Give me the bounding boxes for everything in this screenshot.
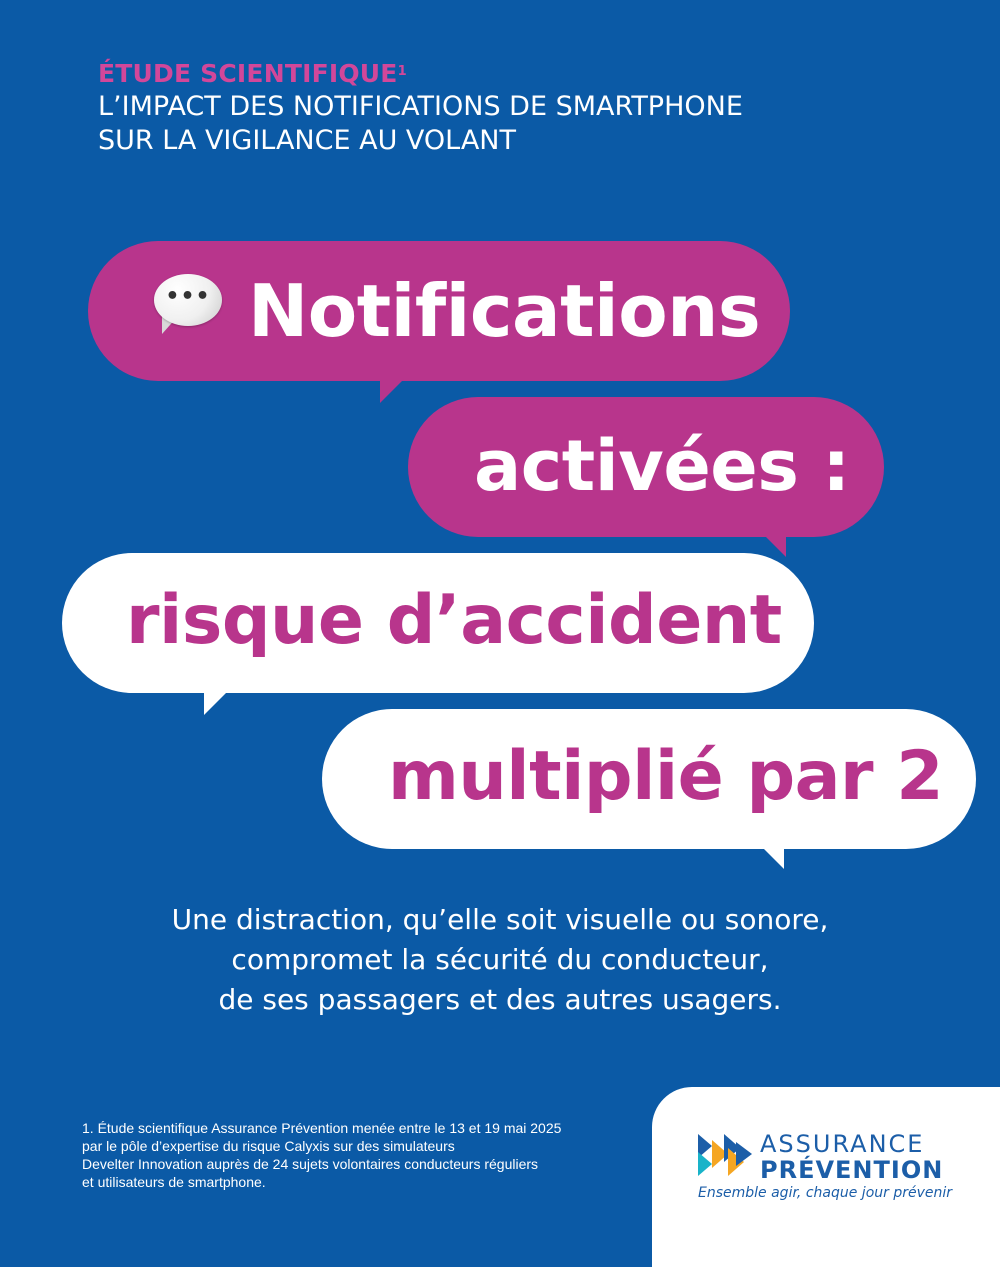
logo-name-line-1: ASSURANCE	[760, 1130, 925, 1158]
body-paragraph	[0, 900, 1000, 1020]
logo-tagline: Ensemble agir, chaque jour prévenir	[698, 1185, 953, 1201]
logo-mark-icon	[698, 1132, 752, 1176]
bubble-tail	[764, 535, 786, 557]
bubble-text: risque d’accident	[126, 581, 782, 660]
bubble-text: Notifications	[248, 269, 761, 353]
footnote-line: et utilisateurs de smartphone.	[82, 1174, 266, 1190]
bubble-risque	[62, 553, 814, 693]
assurance-prevention-logo	[652, 1087, 1000, 1267]
body-line: de ses passagers et des autres usagers.	[218, 983, 782, 1016]
bubble-activees	[408, 397, 884, 537]
bubble-multiplie	[322, 709, 976, 849]
bubble-tail	[762, 847, 784, 869]
body-line: compromet la sécurité du conducteur,	[231, 943, 769, 976]
header	[98, 58, 743, 158]
footnote-line: par le pôle d’expertise du risque Calyxis sur des simulateurs	[82, 1138, 455, 1154]
bubble-text: multiplié par 2	[388, 737, 944, 816]
bubble-text: activées :	[474, 425, 850, 507]
footnote-line: Develter Innovation auprès de 24 sujets volontaires conducteurs réguliers	[82, 1156, 539, 1172]
logo-name	[760, 1131, 943, 1183]
footnote-line: 1. Étude scientifique Assurance Prévention menée entre le 13 et 19 mai 2025	[82, 1120, 562, 1136]
study-title-line-1: L’IMPACT DES NOTIFICATIONS DE SMARTPHONE	[98, 91, 743, 122]
study-title-line-2: SUR LA VIGILANCE AU VOLANT	[98, 125, 516, 156]
body-line: Une distraction, qu’elle soit visuelle ou sonore,	[171, 903, 829, 936]
bubble-notifications	[88, 241, 790, 381]
bubble-tail	[380, 379, 404, 403]
footnote	[82, 1119, 642, 1191]
speech-balloon-icon: •••	[154, 274, 222, 334]
study-kicker	[98, 58, 743, 90]
bubble-tail	[204, 691, 228, 715]
kicker-text: ÉTUDE SCIENTIFIQUE	[98, 59, 398, 88]
logo-name-line-2: PRÉVENTION	[760, 1156, 944, 1184]
kicker-footnote-ref: 1	[397, 64, 407, 79]
